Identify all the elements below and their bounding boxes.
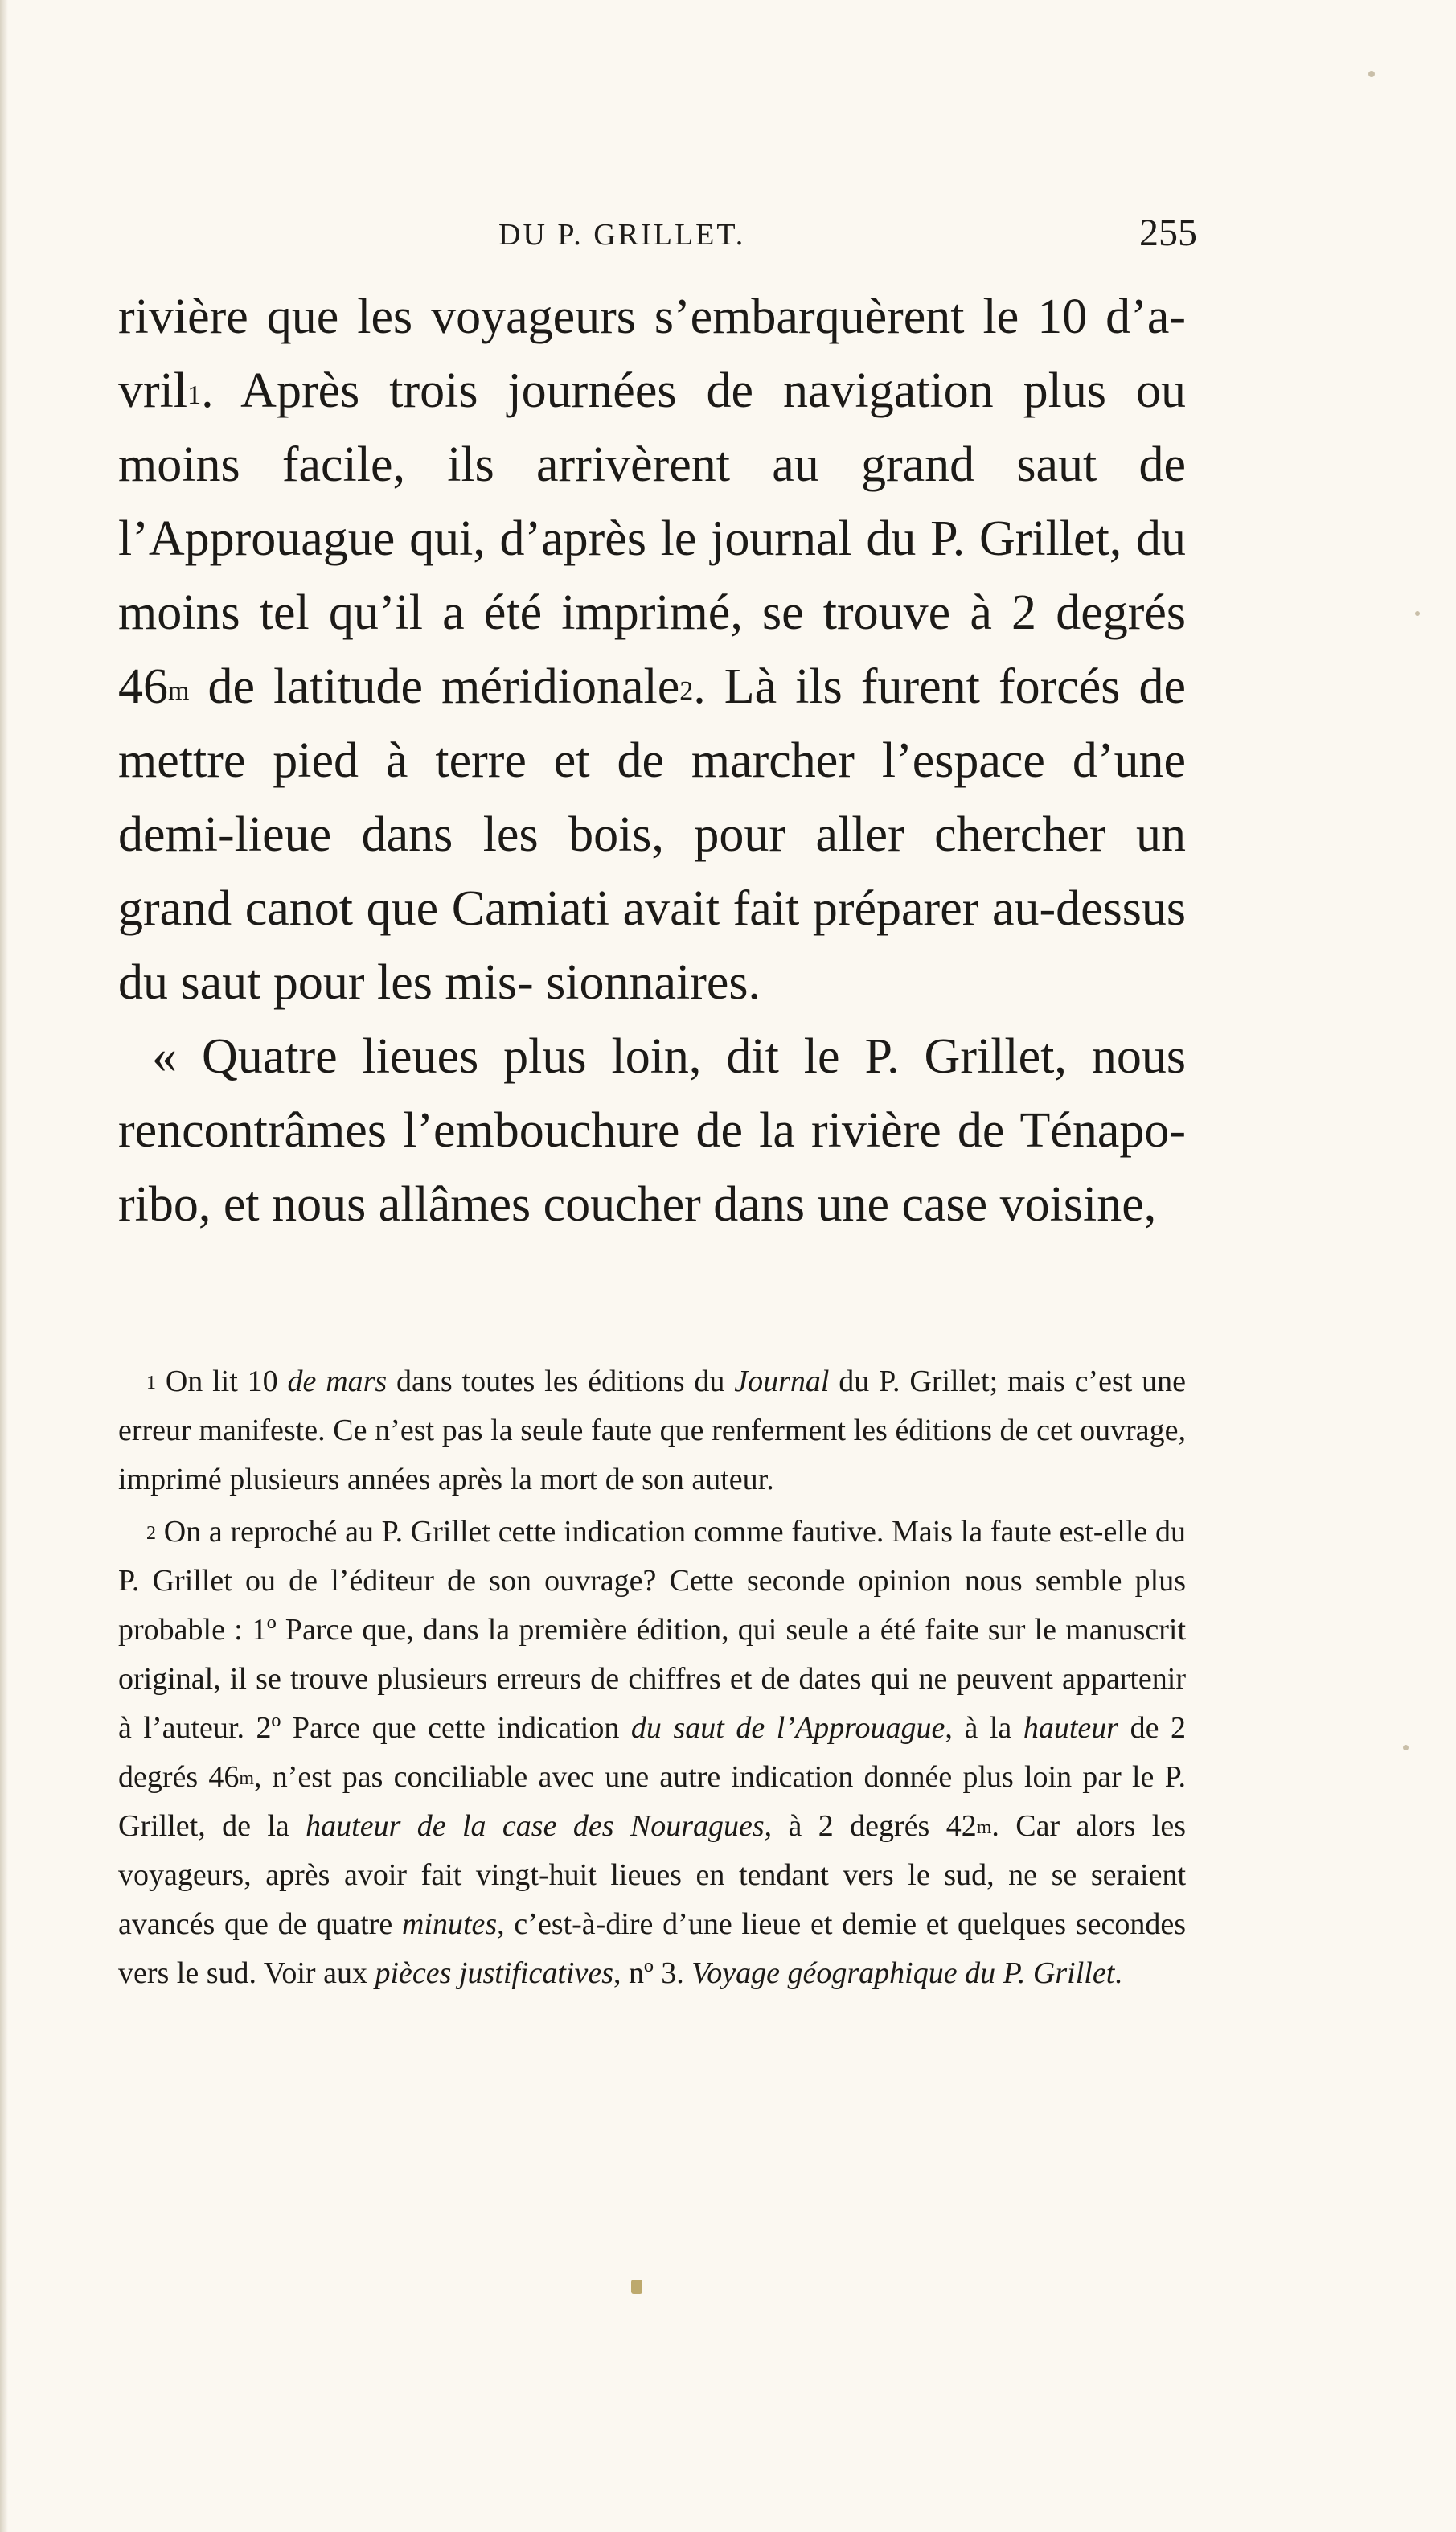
superscript-m: m (976, 1817, 992, 1838)
footnote-ref-1: 1 (187, 380, 202, 410)
text-line: terre et de marcher l’espace d’une demi-lieue dans les (118, 733, 1186, 862)
footnote-text: . Car alors les voyageurs, après avoir fait vingt-huit lieues en tendant vers le sud, ne se seraient avancés que de quatre (118, 1809, 1186, 1941)
text-line: facile, ils arrivèrent au grand saut de l’Approuague (118, 437, 1186, 566)
footnote-text: On lit 10 (165, 1364, 288, 1398)
text-line: . Après trois journées de navigation plus ou moins (118, 363, 1186, 492)
footnote-number: 1 (146, 1373, 156, 1393)
footnote-1 (118, 1357, 1186, 1504)
footnote-number: 2 (146, 1523, 156, 1544)
footnotes (118, 1357, 1186, 1998)
footnote-text: de 2 degrés 46 (118, 1711, 1186, 1794)
footnote-text: , n’est pas conciliable avec une autre indication donnée plus loin par le P. Grillet, de la (118, 1760, 1186, 1843)
text-line: a été imprimé, se trouve à 2 degrés 46 (118, 585, 1187, 714)
text-line: de latitude (189, 659, 424, 714)
footnote-italic: hauteur (1023, 1711, 1119, 1745)
paragraph-1 (118, 280, 1186, 1020)
text-line: ribo, et nous allâmes coucher dans une case voisine, (118, 1177, 1157, 1232)
footnote-text: , nº 3. (613, 1956, 692, 1990)
footnote-text: , c’est-à-dire d’une lieue et demie et quelques secondes vers le sud. Voir aux (118, 1907, 1186, 1990)
footnote-text: . (1114, 1956, 1122, 1990)
main-text (118, 280, 1186, 1241)
footnote-text: du P. Grillet; mais c’est une erreur manifeste. Ce n’est pas la seule faute que renferment les éditions de cet ouvrage, imprimé plusieurs années après la mort de son auteur. (118, 1364, 1187, 1496)
text-line: qui, d’après le journal du P. Grillet, du moins tel qu’il (118, 511, 1187, 640)
footnote-italic: Voyage géographique du P. Grillet (691, 1956, 1115, 1990)
footnote-text: , à la (945, 1711, 1023, 1745)
footnote-text: dans toutes les éditions du (387, 1364, 735, 1398)
text-line: rivière que les voyageurs s’embarquèrent le 10 d’a- (118, 289, 1186, 344)
footnote-italic: hauteur de la case des Nouragues (306, 1809, 765, 1843)
footnote-2 (118, 1508, 1186, 1998)
footnote-italic: du saut de l’Approuague (630, 1711, 945, 1745)
page-number: 255 (1139, 211, 1197, 254)
page-edge-shadow (0, 0, 8, 2532)
footnote-text: , à 2 degrés 42 (764, 1809, 977, 1843)
footnote-italic: pièces justificatives (375, 1956, 613, 1990)
text-line: . Là ils furent forcés de mettre pied à (118, 659, 1187, 788)
paper-fleck (1415, 611, 1420, 616)
printer-mark (631, 2280, 642, 2294)
footnote-italic: minutes (401, 1907, 498, 1941)
paper-fleck (1403, 1745, 1409, 1750)
superscript-m: m (168, 676, 190, 706)
footnote-text: On a reproché au P. Grillet cette indication comme fautive. Mais la faute est-elle du P. Grillet ou de l’éditeur de son ouvrage? Cette seconde opinion nous semble plus probable : 1º Parce que, dans la première édition, qui seule a été faite sur le manuscrit original, il se trouve plusieurs erreurs de chiffres et de dates qui ne peuvent appartenir à l’auteur. 2º Parce que cette indication (118, 1515, 1186, 1745)
paragraph-2 (118, 1020, 1186, 1241)
text-line: « Quatre lieues plus loin, dit le P. Grillet, nous (152, 1029, 1186, 1084)
text-line: rencontrâmes l’embouchure de la rivière de Ténapo- (118, 1103, 1186, 1158)
text-line: sionnaires. (546, 955, 761, 1010)
footnote-ref-2: 2 (679, 676, 694, 706)
text-line: avait fait préparer au-dessus du saut pour les mis- (118, 881, 1187, 1010)
footnote-italic: de mars (287, 1364, 388, 1398)
running-head: DU P. GRILLET. (498, 218, 746, 252)
superscript-m: m (239, 1768, 255, 1789)
paper-fleck (1368, 71, 1375, 77)
text-line: vril (118, 363, 188, 418)
footnote-italic: Journal (734, 1364, 830, 1398)
text-line: méridionale (441, 659, 680, 714)
text-line: bois, pour aller chercher un grand canot que Camiati (118, 807, 1186, 936)
